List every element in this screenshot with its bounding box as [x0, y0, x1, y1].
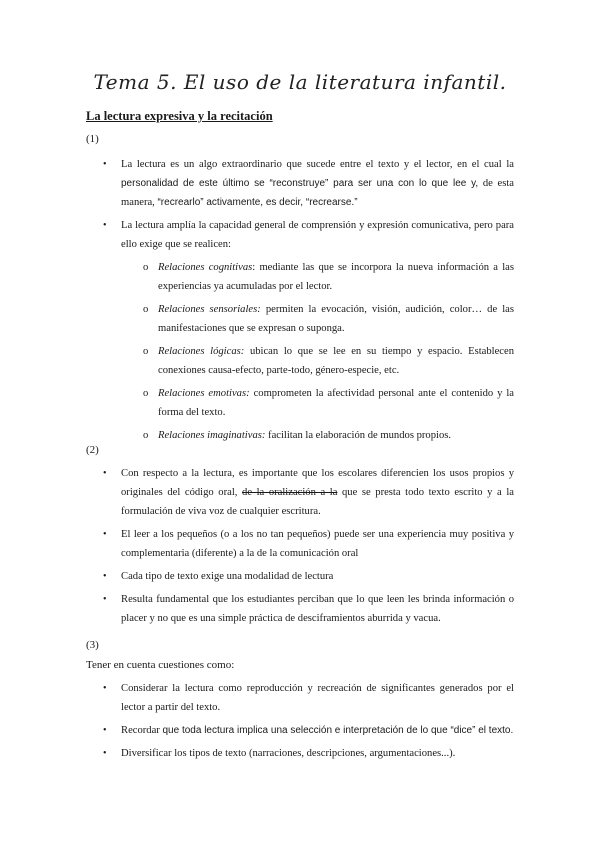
list-item: • Resulta fundamental que los estudiantes perciban que lo que leen les brinda información o placer y no que es una simple práctica de desciframientos aburrida y vacua. — [86, 590, 514, 628]
list-item: • Considerar la lectura como reproducción y recreación de significantes generados por el lector a partir del texto. — [86, 679, 514, 717]
section-3-intro: Tener en cuenta cuestiones como: — [86, 659, 235, 671]
list-item: • La lectura amplía la capacidad general de comprensión y expresión comunicativa, pero para ello exige que se realicen: — [86, 216, 514, 254]
bullet-icon: • — [103, 529, 107, 540]
sub-list-item: o Relaciones cognitivas: mediante las que se incorpora la nueva información a las experiencias ya acumuladas por el lector. — [86, 258, 514, 296]
sub-list-item: o Relaciones sensoriales: permiten la evocación, visión, audición, color… de las manifestaciones que se expresan o suponga. — [86, 300, 514, 338]
circle-bullet-icon: o — [143, 430, 149, 441]
circle-bullet-icon: o — [143, 346, 149, 357]
circle-bullet-icon: o — [143, 304, 149, 315]
list-item: • Diversificar los tipos de texto (narraciones, descripciones, argumentaciones...). — [86, 744, 514, 763]
bullet-icon: • — [103, 220, 107, 231]
bullet-icon: • — [103, 748, 107, 759]
section-marker-2: (2) — [86, 444, 99, 456]
bullet-icon: • — [103, 571, 107, 582]
list-item: • Recordar que toda lectura implica una selección e interpretación de lo que “dice” el texto. — [86, 721, 514, 740]
list-item: • La lectura es un algo extraordinario que sucede entre el texto y el lector, en el cual la personalidad de este último se “reconstruye” para ser una con lo que lee y, de esta manera, “recrearlo” activamente, es decir, “recrearse.” — [86, 155, 514, 212]
sub-list-item: o Relaciones imaginativas: facilitan la elaboración de mundos propios. — [86, 426, 514, 445]
list-item: • Cada tipo de texto exige una modalidad de lectura — [86, 567, 514, 586]
bullet-icon: • — [103, 594, 107, 605]
list-item: • Con respecto a la lectura, es importante que los escolares diferencien los usos propios y originales del código oral, de la oralización a la que se presta todo texto escrito y a la formulación de viva voz de cualquier escritura. — [86, 464, 514, 521]
document-title: Tema 5. El uso de la literatura infantil. — [93, 70, 507, 94]
sub-list-item: o Relaciones lógicas: ubican lo que se lee en su tiempo y espacio. Establecen conexiones causa-efecto, parte-todo, género-especie, etc. — [86, 342, 514, 380]
section-1-list — [86, 155, 514, 449]
section-3-list — [86, 679, 514, 767]
bullet-icon: • — [103, 683, 107, 694]
section-marker-1: (1) — [86, 133, 99, 145]
list-item: • El leer a los pequeños (o a los no tan pequeños) puede ser una experiencia muy positiva y complementaria (diferente) a la de la comunicación oral — [86, 525, 514, 563]
bullet-icon: • — [103, 159, 107, 170]
circle-bullet-icon: o — [143, 262, 149, 273]
section-marker-3: (3) — [86, 639, 99, 651]
sub-list-item: o Relaciones emotivas: comprometen la afectividad personal ante el contenido y la forma del texto. — [86, 384, 514, 422]
circle-bullet-icon: o — [143, 388, 149, 399]
section-2-list — [86, 464, 514, 632]
section-heading: La lectura expresiva y la recitación — [86, 109, 273, 123]
bullet-icon: • — [103, 468, 107, 479]
bullet-icon: • — [103, 725, 107, 736]
